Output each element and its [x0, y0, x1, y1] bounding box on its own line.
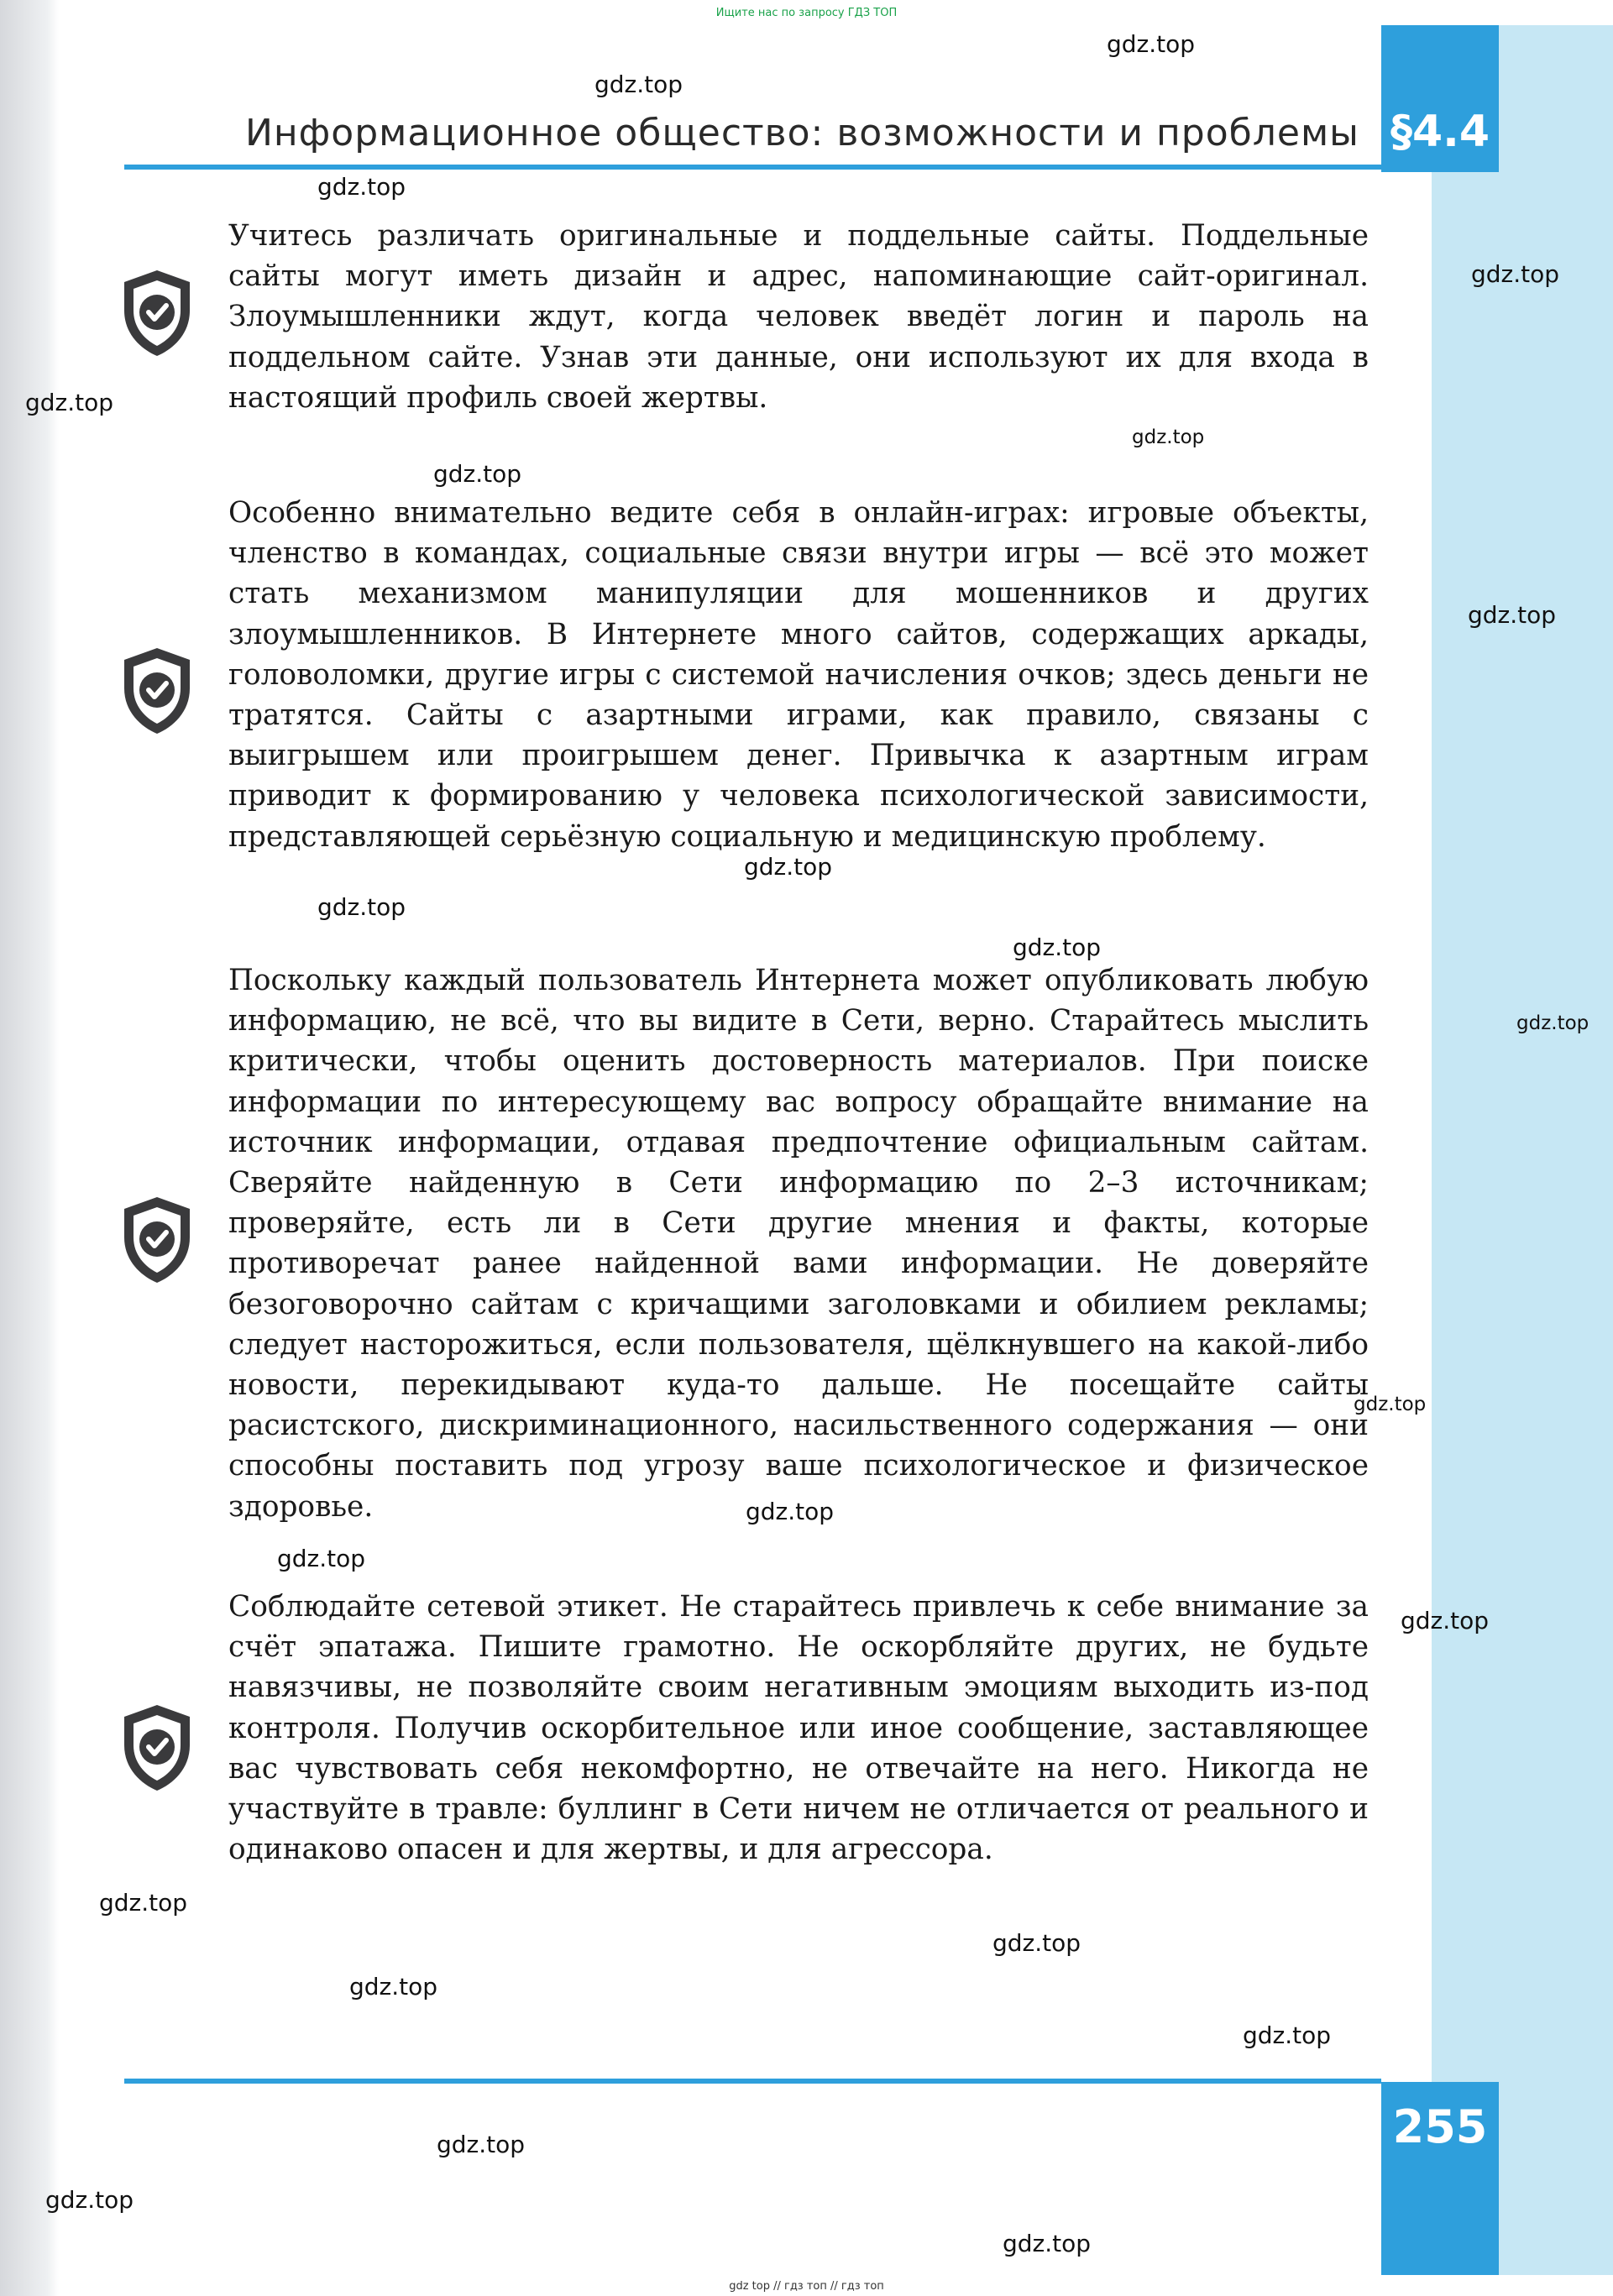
watermark: gdz.top: [1516, 1012, 1589, 1034]
watermark: gdz.top: [99, 1889, 188, 1917]
watermark: gdz.top: [1243, 2021, 1332, 2049]
watermark: gdz.top: [1354, 1394, 1427, 1415]
watermark: gdz.top: [433, 460, 522, 488]
top-note: Ищите нас по запросу ГДЗ ТОП: [715, 7, 898, 19]
watermark: gdz.top: [594, 71, 683, 98]
watermark: gdz.top: [1013, 934, 1102, 961]
watermark: gdz.top: [317, 173, 406, 201]
watermark: gdz.top: [1471, 260, 1560, 288]
watermark: gdz.top: [277, 1545, 366, 1572]
watermark: gdz.top: [1468, 601, 1557, 629]
watermark: gdz.top: [746, 1498, 835, 1525]
page-title: Информационное общество: возможности и проблемы: [245, 112, 1359, 154]
page-gutter-shadow: [0, 0, 59, 2296]
page-number: 255: [1381, 2082, 1499, 2275]
shield-check-icon: [119, 645, 195, 737]
header-rule: [124, 165, 1381, 170]
paragraph-critical-thinking: Поскольку каждый пользователь Интернета может опубликовать любую информацию, не всё, что вы видите в Сети, верно. Старайтесь мыслить критически, чтобы оценить достоверность материалов. При поиске информации по интересующему вас вопросу обращайте внимание на источник информации, отдавая предпочтение официальным сайтам. Сверяйте найденную в Сети информацию по 2–3 источникам; проверяйте, есть ли в Сети другие мнения и факты, которые противоречат ранее найденной вами информации. Не доверяйте безоговорочно сайтам с кричащими заголовками и обилием рекламы; следует насторожиться, если пользователя, щёлкнувшего на какой-либо новости, перекидывают куда-то дальше. Не посещайте сайты расистского, дискриминационного, насильственного содержания — они способны поставить под угрозу ваше психологическое и физическое здоровье.: [228, 964, 1369, 1524]
shield-check-icon: [119, 1194, 195, 1286]
watermark: gdz.top: [45, 2186, 134, 2214]
margin-band: [1432, 25, 1613, 2275]
watermark: gdz.top: [744, 853, 833, 881]
shield-check-icon: [119, 267, 195, 359]
paragraph-fake-sites: Учитесь различать оригинальные и поддельные сайты. Поддельные сайты могут иметь дизайн и адрес, напоминающие сайт-оригинал. Злоумышленники ждут, когда человек введёт логин и пароль на поддельном сайте. Узнав эти данные, они используют их для входа в настоящий профиль своей жертвы.: [228, 219, 1369, 415]
shield-check-icon: [119, 1702, 195, 1794]
watermark: gdz.top: [1401, 1607, 1490, 1634]
watermark: gdz.top: [1003, 2230, 1092, 2257]
footer-rule: [124, 2079, 1381, 2084]
watermark: gdz.top: [992, 1929, 1081, 1957]
watermark: gdz.top: [349, 1973, 438, 2001]
watermark: gdz.top: [1132, 426, 1205, 448]
bottom-note: gdz top // гдз топ // гдз топ: [729, 2280, 884, 2293]
watermark: gdz.top: [25, 389, 114, 416]
section-tab: §4.4: [1381, 25, 1499, 172]
paragraph-online-games: Особенно внимательно ведите себя в онлайн-играх: игровые объекты, членство в командах, социальные связи внутри игры — всё это может стать механизмом манипуляции для мошенников и других злоумышленников. В Интернете много сайтов, содержащих аркады, головоломки, другие игры с системой начисления очков; здесь деньги не тратятся. Сайты с азартными играми, как правило, связаны с выигрышем или проигрышем денег. Привычка к азартным играм приводит к формированию у человека психологической зависимости, представляющей серьёзную социальную и медицинскую проблему.: [228, 496, 1369, 854]
watermark: gdz.top: [437, 2131, 526, 2158]
watermark: gdz.top: [317, 893, 406, 921]
watermark: gdz.top: [1107, 30, 1196, 58]
paragraph-netiquette: Соблюдайте сетевой этикет. Не старайтесь привлечь к себе внимание за счёт эпатажа. Пишите грамотно. Не оскорбляйте других, не будьте навязчивы, не позволяйте своим негативным эмоциям выходить из-под контроля. Получив оскорбительное или иное сообщение, заставляющее вас чувствовать себя некомфортно, не отвечайте на него. Никогда не участвуйте в травле: буллинг в Сети ничем не отличается от реального и одинаково опасен и для жертвы, и для агрессора.: [228, 1590, 1369, 1867]
